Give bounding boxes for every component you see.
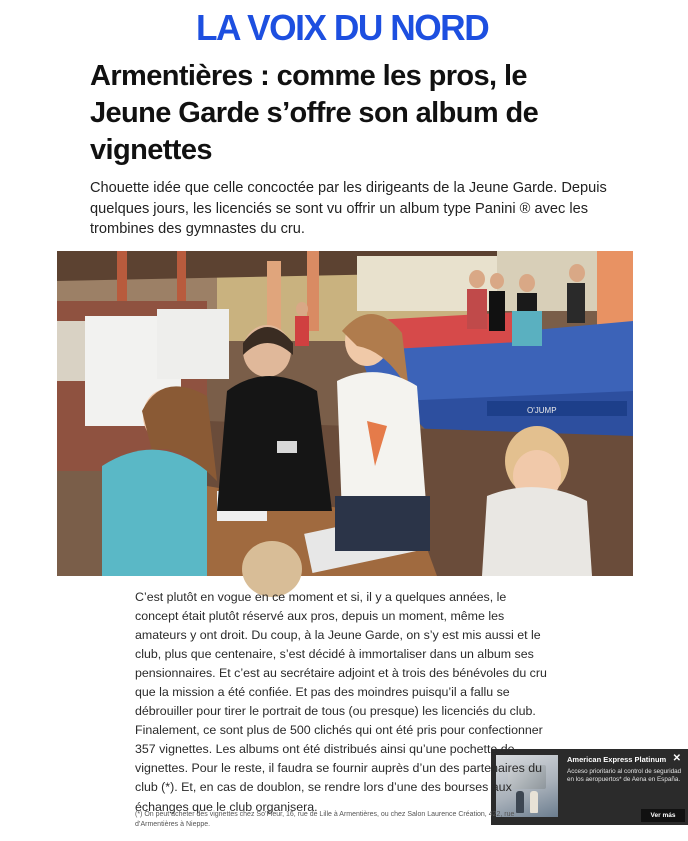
article-footnote: (*) On peut acheter des vignettes chez So’Fleur, 16, rue de Lille à Armentières, ou chez Salon Laurence Création, 422, rue d’Armentières à Nieppe.	[135, 811, 515, 828]
site-logo[interactable]: LA VOIX DU NORD	[196, 7, 489, 48]
article-body: C’est plutôt en vogue en ce moment et si, il y a quelques années, le concept était plutôt réservé aux pros, depuis un moment, même les amateurs y ont droit. Du coup, à la Jeune Garde, on s’y est mis aussi et le club, plus que centenaire, s’est décidé à immortaliser dans un album ses pensionnaires. Et c’est au secrétaire adjoint et à trois des bénévoles du cru que la mission a été confiée. Et pas des moindres puisqu’il a fallu se débrouiller pour tirer le portrait de tous (ou presque) les licenciés du club. Finalement, ce sont plus de 500 clichés qui ont été pris pour confectionner 357 vignettes. Les albums ont été distribués ainsi qu’une pochette de vignettes. Pour le reste, il faudra se fournir auprès d’un des partenaires du club (*). Et, en cas de doublon, se rendre lors d’une des bourses aux échanges que le club organisera.	[135, 590, 547, 814]
mat-label: O'JUMP	[527, 406, 557, 415]
close-icon[interactable]: ✕	[672, 753, 681, 764]
ad-title: American Express Platinum	[567, 755, 667, 764]
article-headline: Armentières : comme les pros, le Jeune Garde s’offre son album de vignettes	[90, 60, 539, 166]
masthead[interactable]	[0, 8, 685, 48]
ad-cta-button[interactable]: Ver más	[641, 809, 685, 822]
article-lead: Chouette idée que celle concoctée par les dirigeants de la Jeune Garde. Depuis quelques jours, les licenciés se sont vu offrir un album type Panini ® avec les trombines des gymnastes du cru.	[90, 180, 607, 237]
ad-text: Acceso prioritario al control de seguridad en los aeropuertos* de Aena en España.	[567, 768, 682, 783]
